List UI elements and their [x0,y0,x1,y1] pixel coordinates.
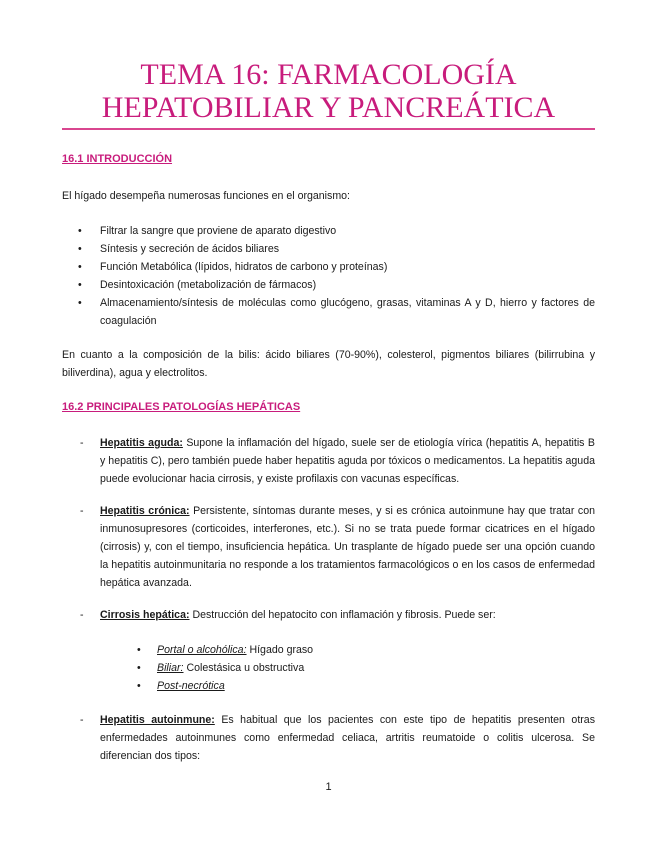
intro-paragraph: El hígado desempeña numerosas funciones en el organismo: [62,190,350,202]
description: Hígado graso [246,644,314,656]
description: Es habitual que los pacientes con este tipo de hepatitis presenten otras enfermedades autoinmunes como enfermedad celiaca, artritis reumatoide o colitis ulcerosa. Se diferencian dos tipos: [100,714,595,762]
description: Destrucción del hepatocito con inflamación y fibrosis. Puede ser: [189,609,496,621]
list-item [137,659,595,677]
list-item [62,711,595,765]
term: Hepatitis autoinmune: [100,714,215,726]
pathology-list [62,434,595,488]
list-item: • Desintoxicación (metabolización de fármacos) [62,276,595,294]
cirrosis-types-list [62,641,595,695]
section-heading-patologias: 16.2 PRINCIPALES PATOLOGÍAS HEPÁTICAS [62,401,301,413]
list-item [62,502,595,592]
term: Biliar: [157,662,184,674]
term: Hepatitis crónica: [100,505,190,517]
list-item: • Función Metabólica (lípidos, hidratos de carbono y proteínas) [62,258,595,276]
title-line-2: HEPATOBILIAR Y PANCREÁTICA [101,91,556,124]
list-item: • Almacenamiento/síntesis de moléculas como glucógeno, grasas, vitaminas A y D, hierro y factores de coagulación [62,294,595,330]
list-item [137,641,595,659]
term: Hepatitis aguda: [100,437,183,449]
list-item: • Síntesis y secreción de ácidos biliares [62,240,595,258]
list-item [62,434,595,488]
document-title [62,58,595,124]
list-item: • Filtrar la sangre que proviene de aparato digestivo [62,222,595,240]
pathology-list [62,711,595,765]
description: Colestásica u obstructiva [183,662,305,674]
description: Persistente, síntomas durante meses, y si es crónica autoinmune hay que tratar con inmunosupresores (corticoides, interferones, etc.). Si no se trata puede formar cicatrices en el hígado (cirrosis) y, con el tiempo, insuficiencia hepática. Un trasplante de hígado puede ser una opción cuando la hepatitis autoinmunitaria no responde a los tratamientos farmacológicos o en los casos de enfermedad hepática avanzada. [100,505,595,589]
list-item [62,606,595,624]
functions-list [62,222,595,330]
title-line-1: TEMA 16: FARMACOLOGÍA [140,58,517,91]
term: Portal o alcohólica: [157,644,247,656]
list-item [137,677,595,695]
pathology-list [62,502,595,592]
description: Supone la inflamación del hígado, suele ser de etiología vírica (hepatitis A, hepatitis B y hepatitis C), pero también puede haber hepatitis aguda por tóxicos o medicamentos. La hepatitis aguda puede evolucionar hacia cirrosis, y existe profilaxis con vacunas específicas. [100,437,595,485]
page-number: 1 [325,781,332,793]
title-divider [62,128,595,130]
section-heading-introduccion: 16.1 INTRODUCCIÓN [62,153,173,165]
bilis-paragraph: En cuanto a la composición de la bilis: ácido biliares (70-90%), colesterol, pigmentos biliares (bilirrubina y biliverdina), agua y electrolitos. [62,349,595,379]
pathology-list [62,606,595,624]
term: Post-necrótica [157,680,225,692]
term: Cirrosis hepática: [100,609,190,621]
